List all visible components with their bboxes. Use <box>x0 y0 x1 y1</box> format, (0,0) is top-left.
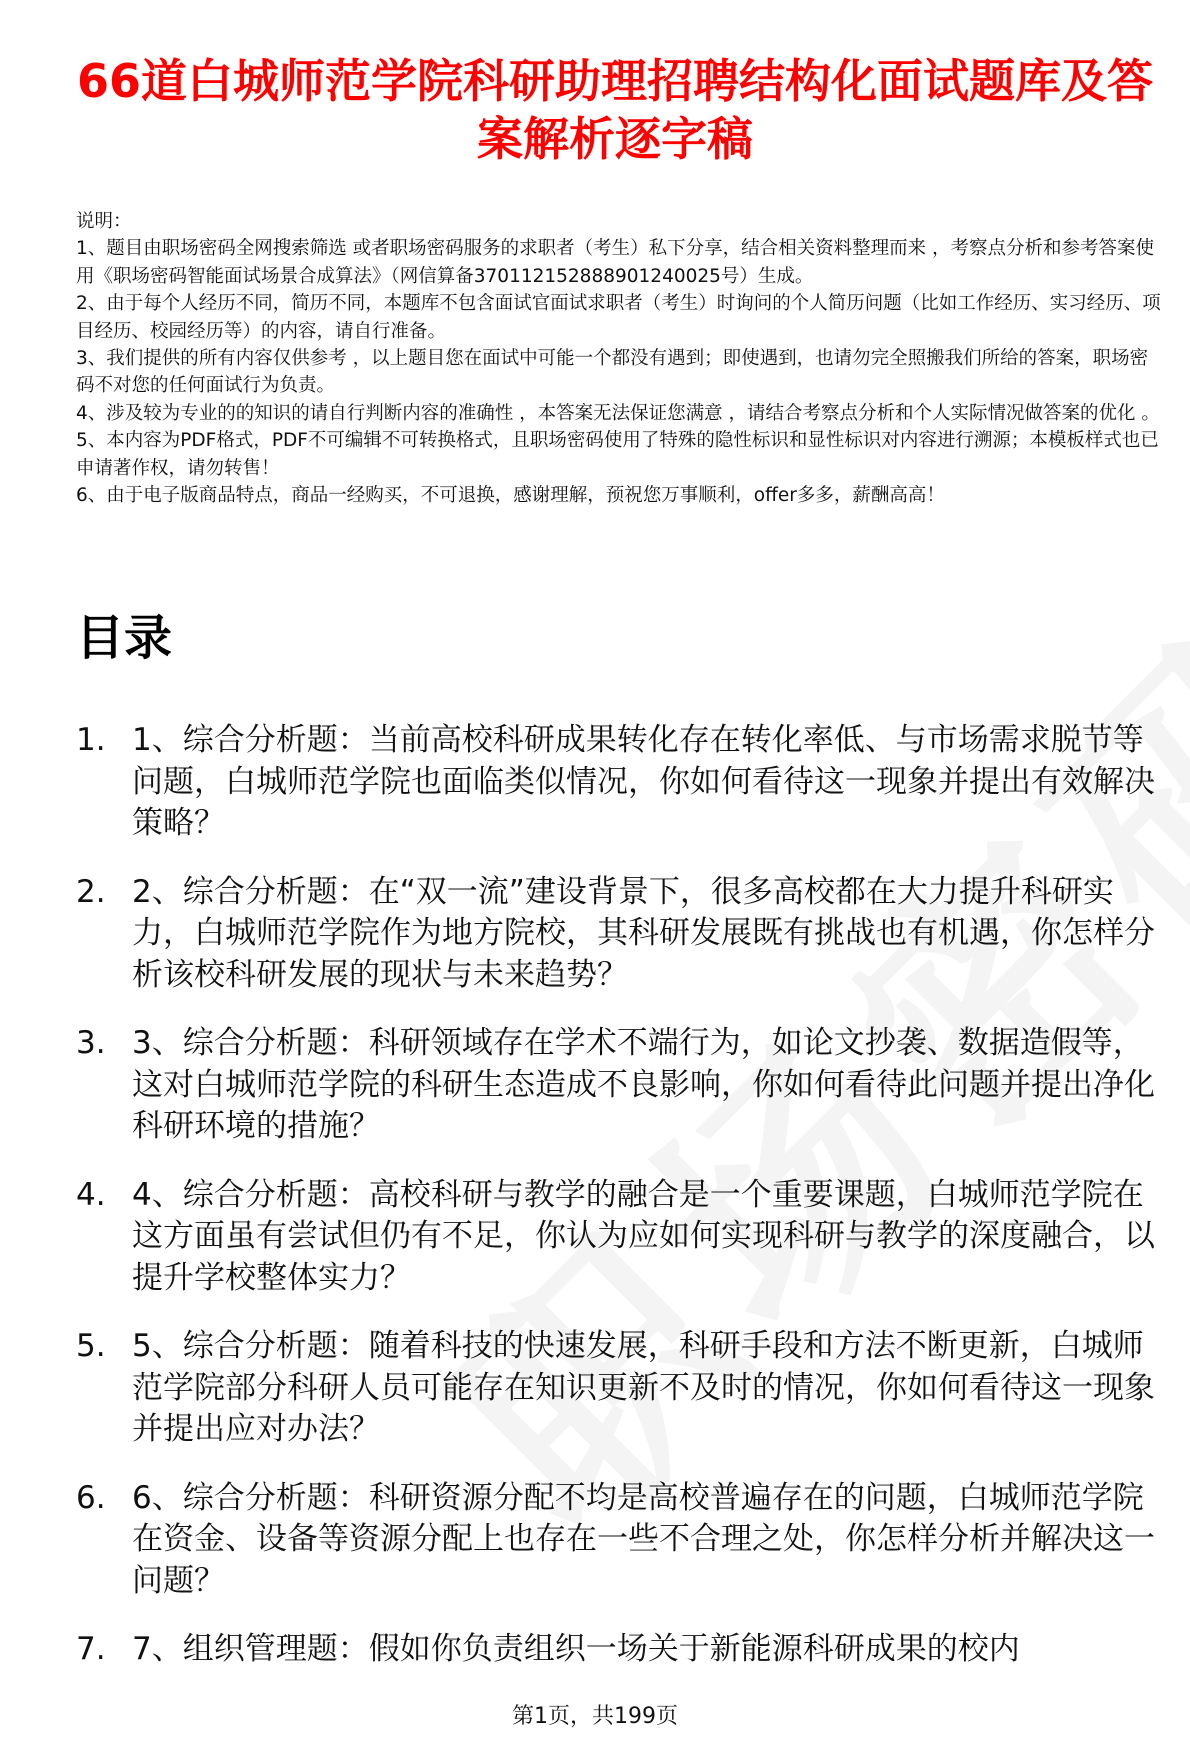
toc-item[interactable] <box>76 872 1171 997</box>
note-item: 3、我们提供的所有内容仅供参考 ，以上题目您在面试中可能一个都没有遇到；即使遇到，也请勿完全照搬我们所给的答案，职场密码不对您的任何面试行为负责。 <box>76 348 1149 397</box>
note-item: 1、题目由职场密码全网搜索筛选 或者职场密码服务的求职者（考生）私下分享，结合相关资料整理而来 ，考察点分析和参考答案使用《职场密码智能面试场景合成算法》（网信算备370112152888901240025号）生成。 <box>76 238 1155 287</box>
toc-item-number: 7. <box>76 1631 106 1667</box>
toc-item-number: 2. <box>76 873 106 910</box>
note-item: 4、涉及较为专业的的知识的请自行判断内容的准确性 ，本答案无法保证您满意 ，请结合考察点分析和个人实际情况做答案的优化 。 <box>76 402 1160 424</box>
toc-item-number: 1. <box>76 722 106 758</box>
note-item: 5、本内容为PDF格式，PDF不可编辑不可转换格式，且职场密码使用了特殊的隐性标识和显性标识对内容进行溯源；本模板样式也已申请著作权，请勿转售！ <box>76 430 1159 479</box>
toc-item[interactable] <box>76 1326 1171 1451</box>
document-title: 66道白城师范学院科研助理招聘结构化面试题库及答案解析逐字稿 <box>76 54 1153 166</box>
toc-list <box>76 720 1171 1698</box>
toc-item-text[interactable]: 2、综合分析题：在“双一流”建设背景下，很多高校都在大力提升科研实力，白城师范学院作为地方院校，其科研发展既有挑战也有机遇，你怎样分析该校科研发展的现状与未来趋势？ <box>132 873 1155 993</box>
toc-item-number: 4. <box>76 1176 106 1213</box>
toc-item-text[interactable]: 6、综合分析题：科研资源分配不均是高校普遍存在的问题，白城师范学院在资金、设备等资源分配上也存在一些不合理之处，你怎样分析并解决这一问题？ <box>132 1479 1155 1599</box>
toc-item-text[interactable]: 5、综合分析题：随着科技的快速发展，科研手段和方法不断更新，白城师范学院部分科研人员可能存在知识更新不及时的情况，你如何看待这一现象并提出应对办法？ <box>132 1328 1155 1447</box>
toc-item-text[interactable]: 7、组织管理题：假如你负责组织一场关于新能源科研成果的校内 <box>132 1631 1020 1667</box>
toc-item-text[interactable]: 3、综合分析题：科研领域存在学术不端行为，如论文抄袭、数据造假等，这对白城师范学院的科研生态造成不良影响，你如何看待此问题并提出净化科研环境的措施？ <box>132 1025 1155 1144</box>
toc-heading: 目录 <box>76 610 173 666</box>
toc-item[interactable] <box>76 1478 1171 1603</box>
toc-item[interactable] <box>76 1629 1171 1671</box>
notes-section <box>76 208 1166 509</box>
toc-item-number: 6. <box>76 1479 106 1516</box>
toc-item-number: 3. <box>76 1025 106 1061</box>
page-footer: 第1页，共199页 <box>512 1704 678 1729</box>
note-item: 6、由于电子版商品特点，商品一经购买，不可退换，感谢理解，预祝您万事顺利，offer多多，薪酬高高！ <box>76 485 945 507</box>
toc-item-number: 5. <box>76 1328 106 1364</box>
note-item: 2、由于每个人经历不同，简历不同，本题库不包含面试官面试求职者（考生）时询问的个人简历问题（比如工作经历、实习经历、项目经历、校园经历等）的内容，请自行准备。 <box>76 293 1161 342</box>
notes-heading: 说明： <box>76 211 132 232</box>
toc-item[interactable] <box>76 720 1171 845</box>
toc-item[interactable] <box>76 1175 1171 1300</box>
toc-item[interactable] <box>76 1023 1171 1148</box>
toc-item-text[interactable]: 1、综合分析题：当前高校科研成果转化存在转化率低、与市场需求脱节等问题，白城师范学院也面临类似情况，你如何看待这一现象并提出有效解决策略？ <box>132 722 1155 841</box>
toc-item-text[interactable]: 4、综合分析题：高校科研与教学的融合是一个重要课题，白城师范学院在这方面虽有尝试但仍有不足，你认为应如何实现科研与教学的深度融合，以提升学校整体实力？ <box>132 1176 1155 1296</box>
